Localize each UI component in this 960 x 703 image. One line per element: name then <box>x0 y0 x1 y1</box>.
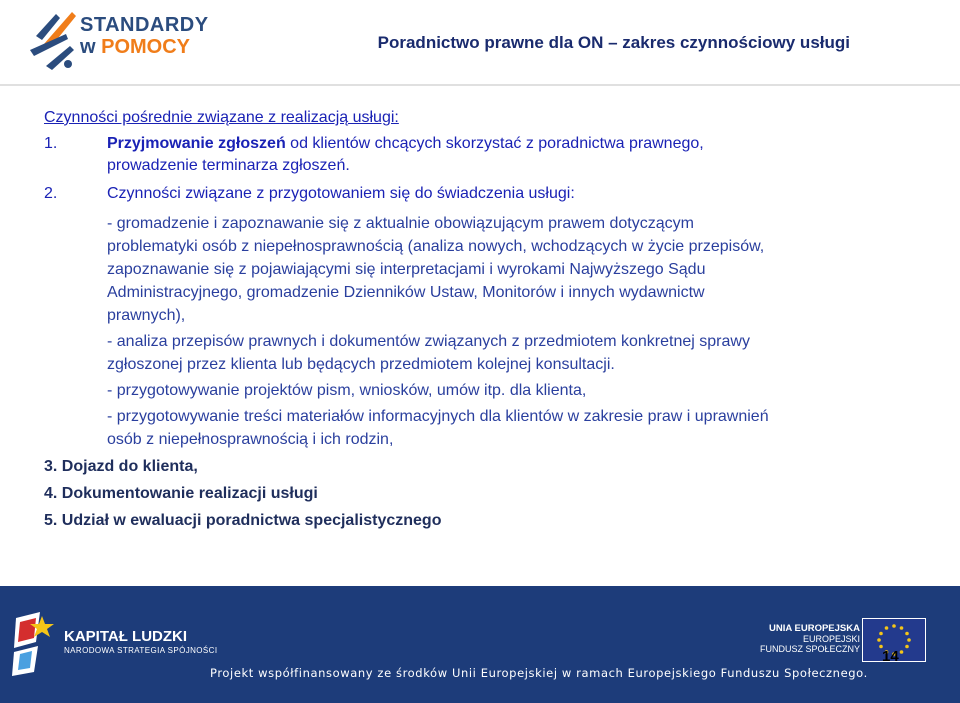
footer-slogan: Projekt współfinansowany ze środków Unii Europejskiej w ramach Europejskiego Funduszu Społecznego. <box>210 666 868 680</box>
item2-line-7: zgłoszonej przez klienta lub będących przedmiotem kolejnej konsultacji. <box>107 356 615 373</box>
logo-text-pomocy-word: POMOCY <box>101 36 191 58</box>
item2-line-4: Administracyjnego, gromadzenie Dzienników Ustaw, Monitorów i innych wydawnictw <box>107 284 705 301</box>
item5: 5. Udział w ewaluacji poradnictwa specjalistycznego <box>44 512 442 529</box>
header-divider <box>0 84 960 86</box>
logo-text-w: w <box>80 36 96 58</box>
header <box>0 0 960 84</box>
item1-rest: od klientów chcących skorzystać z poradnictwa prawnego, <box>290 135 704 152</box>
eu-line2: EUROPEJSKI <box>802 634 860 644</box>
logo-text-standardy: STANDARDY <box>80 14 209 36</box>
item2-number: 2. <box>44 185 58 202</box>
kapital-ludzki-name: KAPITAŁ LUDZKI <box>64 628 188 645</box>
item2-line-3: zapoznawanie się z pojawiającymi się interpretacjami i wyrokami Najwyższego Sądu <box>107 261 706 278</box>
item2-line-2: problematyki osób z niepełnosprawnością (analiza nowych, wchodzących w życie przepisów, <box>107 238 765 255</box>
item2-line-8: - przygotowywanie projektów pism, wniosków, umów itp. dla klienta, <box>107 382 587 399</box>
eu-line3: FUNDUSZ SPOŁECZNY <box>759 644 860 654</box>
item2-line-9: - przygotowywanie treści materiałów informacyjnych dla klientów w zakresie praw i uprawnień <box>107 408 769 425</box>
logo-text-pomocy <box>80 36 190 59</box>
item2-line-10: osób z niepełnosprawnością i ich rodzin, <box>107 431 394 448</box>
item2-line-6: - analiza przepisów prawnych i dokumentów związanych z przedmiotem konkretnej sprawy <box>107 333 750 350</box>
footer <box>0 586 960 703</box>
item2-title: Czynności związane z przygotowaniem się do świadczenia usługi: <box>107 185 575 202</box>
kapital-ludzki-logo-icon <box>12 608 64 676</box>
item2-line-5: prawnych), <box>107 307 186 324</box>
intro-heading: Czynności pośrednie związane z realizacją usługi: <box>44 109 399 126</box>
page-title: Poradnictwo prawne dla ON – zakres czynnościowy usługi <box>377 33 850 52</box>
item2-line-1: - gromadzenie i zapoznawanie się z aktualnie obowiązującym prawem dotyczącym <box>107 215 694 232</box>
item4: 4. Dokumentowanie realizacji usługi <box>44 485 318 502</box>
page-number: 14 <box>882 648 899 665</box>
item1-bold: Przyjmowanie zgłoszeń <box>107 135 286 152</box>
item1-number: 1. <box>44 135 58 152</box>
item3: 3. Dojazd do klienta, <box>44 458 198 475</box>
eu-line1: UNIA EUROPEJSKA <box>769 623 860 634</box>
eu-label <box>760 624 860 654</box>
item1-text <box>107 134 704 154</box>
kapital-ludzki-subtitle: NARODOWA STRATEGIA SPÓJNOŚCI <box>64 646 218 655</box>
item1-line2: prowadzenie terminarza zgłoszeń. <box>107 157 350 174</box>
